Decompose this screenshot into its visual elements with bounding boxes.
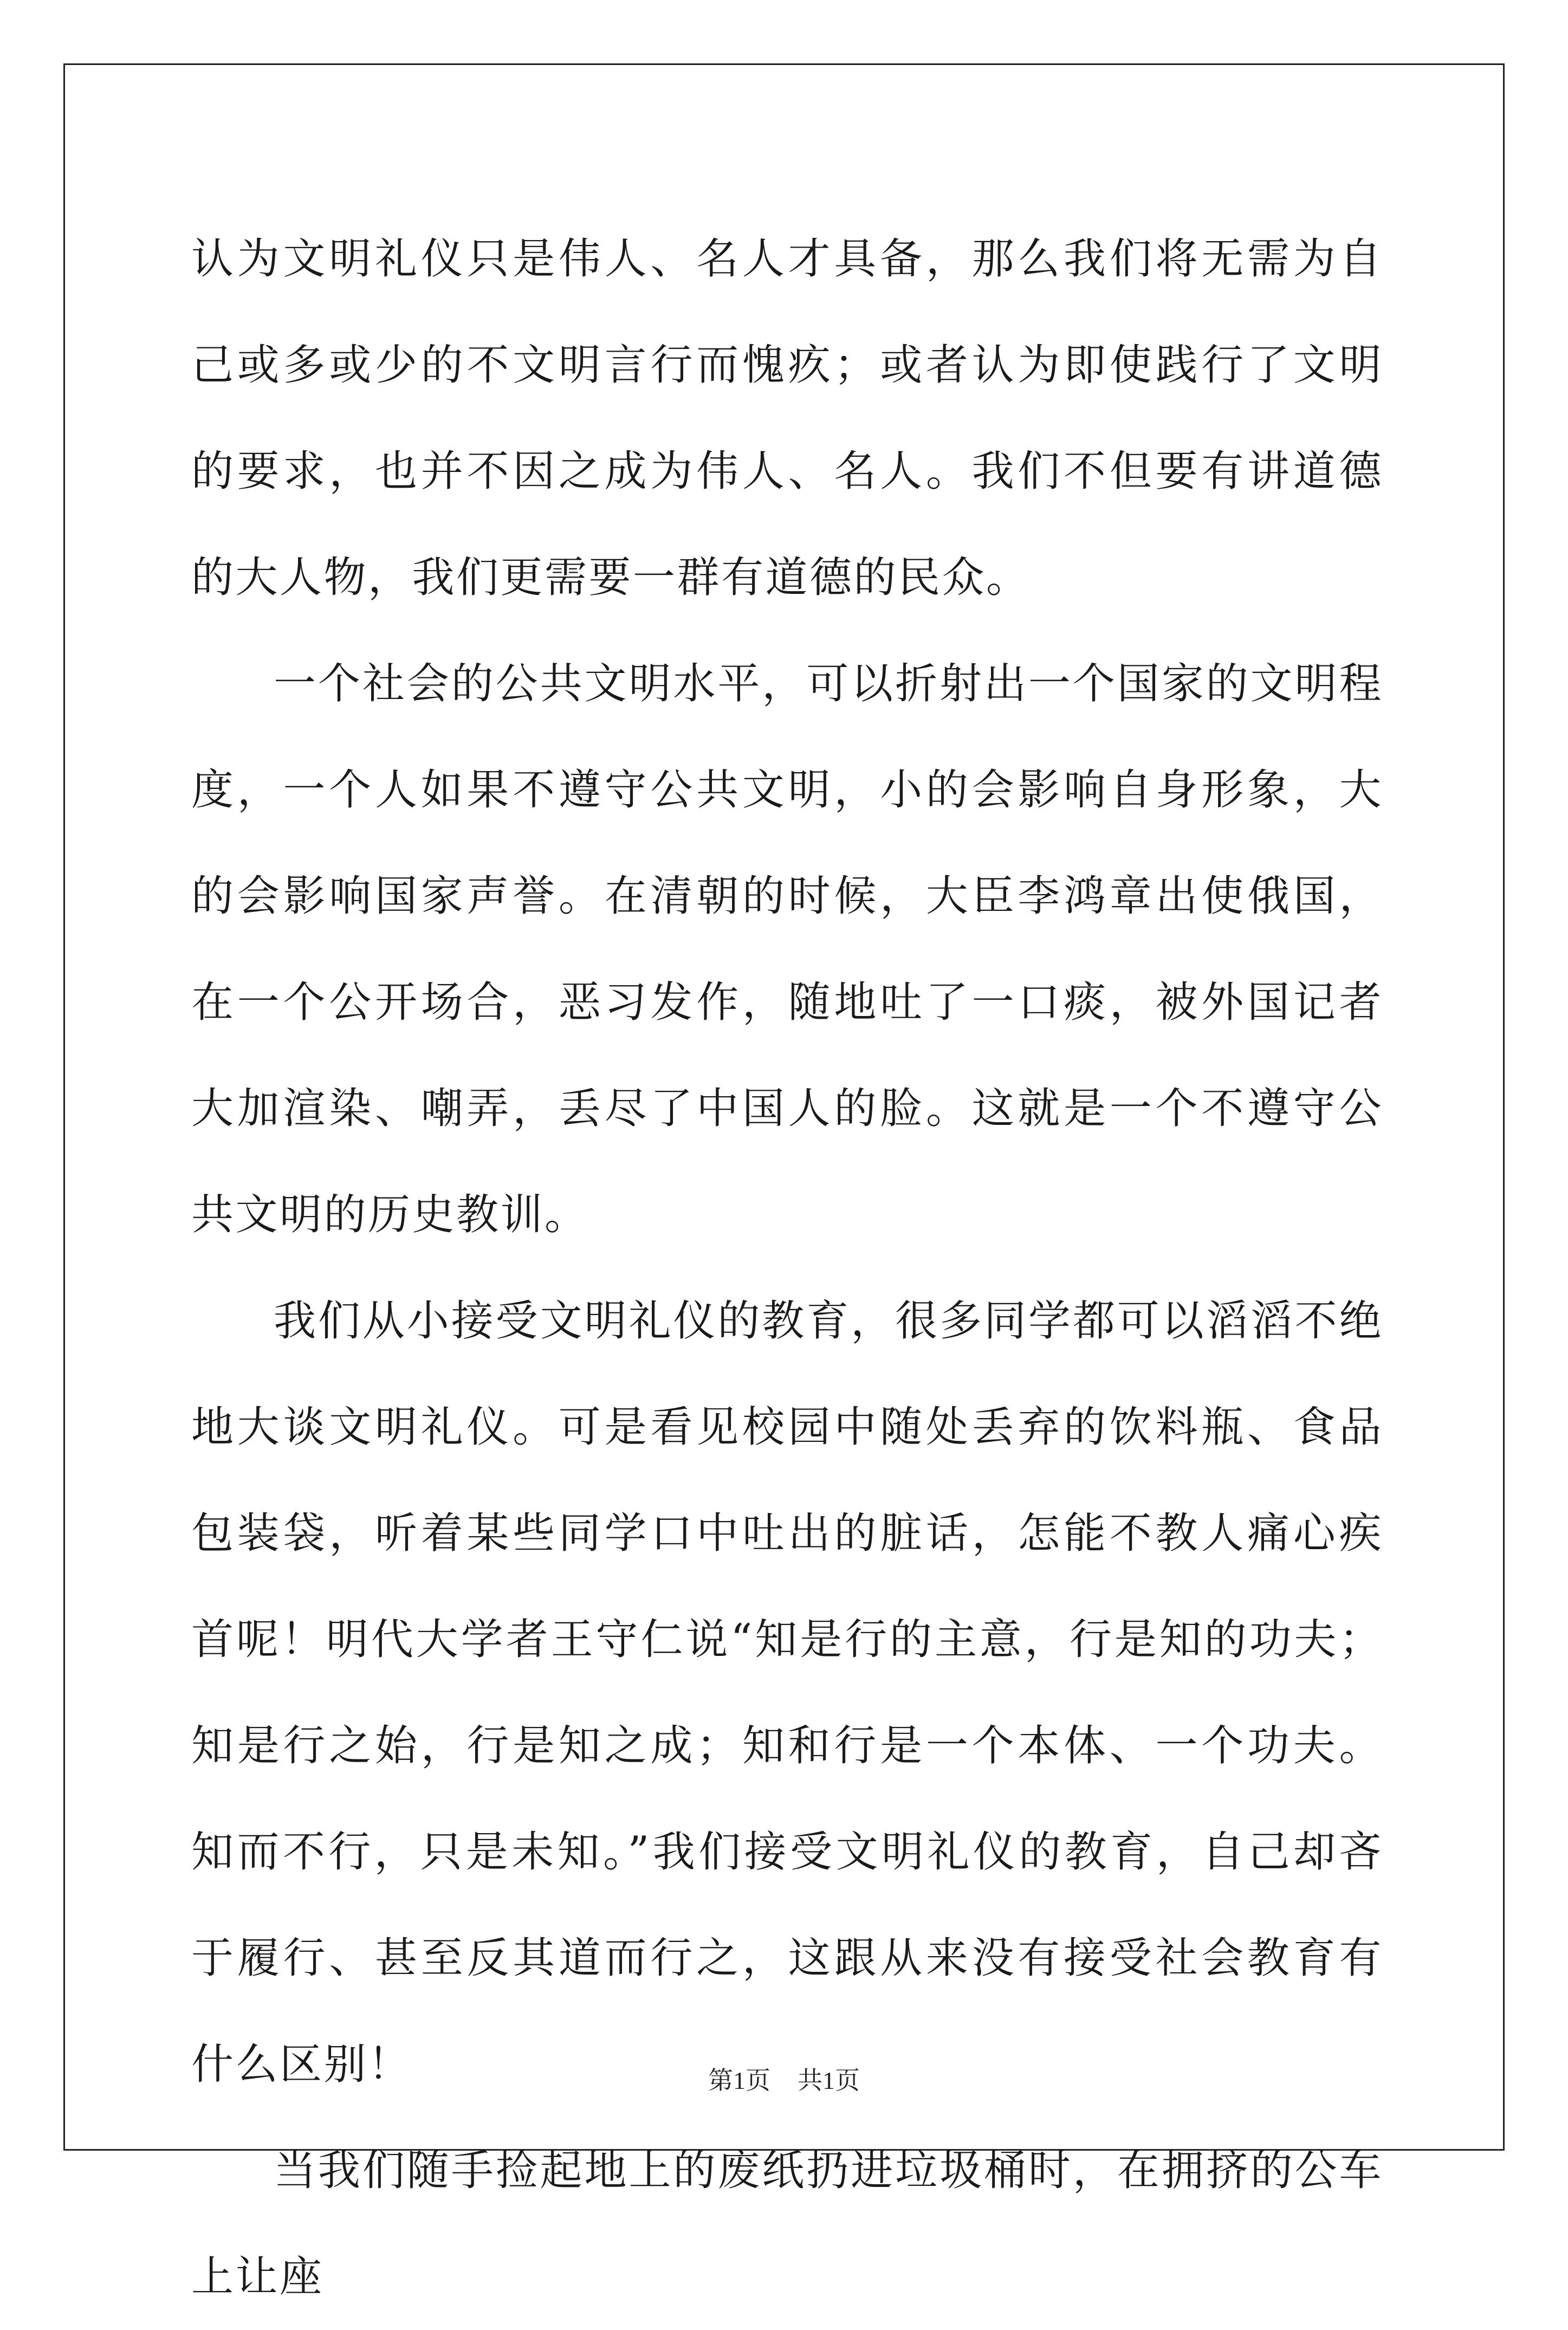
paragraph-4: 当我们随手捡起地上的废纸扔进垃圾桶时，在拥挤的公车上让座 xyxy=(191,2146,1383,2301)
paragraph-2: 一个社会的公共文明水平，可以折射出一个国家的文明程度，一个人如果不遵守公共文明，小的会影响自身形象，大的会影响国家声誉。在清朝的时候，大臣李鸿章出使俄国，在一个公开场合，恶习发作，随地吐了一口痰，被外国记者大加渲染、嘲弄，丢尽了中国人的脸。这就是一个不遵守公共文明的历史教训。 xyxy=(191,659,1383,1239)
page-number: 第1页 xyxy=(708,2067,770,2094)
page-footer xyxy=(0,2064,1568,2097)
paragraph-1: 认为文明礼仪只是伟人、名人才具备，那么我们将无需为自己或多或少的不文明言行而愧疚；或者认为即使践行了文明的要求，也并不因之成为伟人、名人。我们不但要有讲道德的大人物，我们更需要一群有道德的民众。 xyxy=(191,235,1383,602)
document-body xyxy=(191,206,1383,2330)
page-total: 共1页 xyxy=(798,2067,860,2094)
paragraph-3: 我们从小接受文明礼仪的教育，很多同学都可以滔滔不绝地大谈文明礼仪。可是看见校园中随处丢弃的饮料瓶、食品包装袋，听着某些同学口中吐出的脏话，怎能不教人痛心疾首呢！明代大学者王守仁说“知是行的主意，行是知的功夫；知是行之始，行是知之成；知和行是一个本体、一个功夫。知而不行，只是未知。”我们接受文明礼仪的教育，自己却吝于履行、甚至反其道而行之，这跟从来没有接受社会教育有什么区别！ xyxy=(191,1297,1383,2089)
